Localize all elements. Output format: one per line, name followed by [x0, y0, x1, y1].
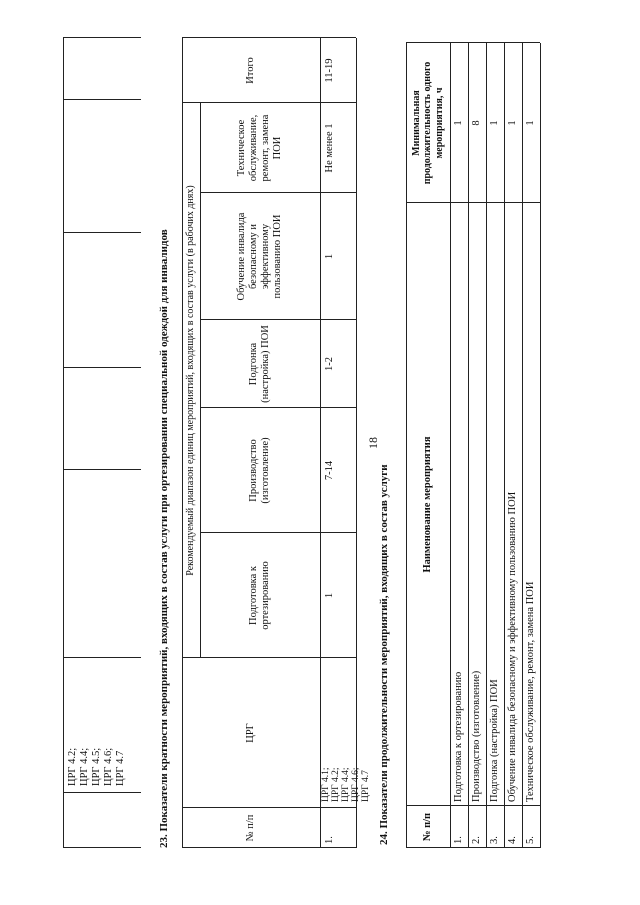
- page-number: 18: [366, 437, 380, 449]
- section24-table: [406, 43, 540, 848]
- row-duration: 1: [452, 120, 464, 126]
- cpg-item: ЦРГ 4.4;: [79, 747, 91, 786]
- value-production: 7-14: [324, 460, 335, 481]
- cpg-item: ЦРГ 4.2;: [330, 767, 341, 802]
- header-cpg: ЦРГ: [244, 723, 256, 743]
- row-duration: 1: [524, 120, 536, 126]
- cpg-item: ЦРГ 4.1;: [321, 767, 331, 802]
- row-name: Подготовка к ортезированию: [452, 671, 464, 802]
- row-number: 5.: [524, 836, 536, 844]
- section24-title: 24. Показатели продолжительности мероприятий, входящих в состав услуги: [378, 464, 390, 845]
- cpg-item: ЦРГ 4.5;: [91, 747, 103, 786]
- header-duration: Минимальная продолжительность одного мероприятия, ч: [410, 61, 445, 185]
- cpg-item: ЦРГ 4.4;: [340, 767, 351, 802]
- row-name: Подгонка (настройка) ПОИ: [488, 679, 500, 802]
- row-number: 2.: [470, 836, 482, 844]
- row-number: 1.: [452, 836, 464, 844]
- cpg-item: ЦРГ 4.6;: [103, 747, 115, 786]
- continuation-cpg-list: [63, 658, 141, 790]
- row-name: Техническое обслуживание, ремонт, замена ПОИ: [524, 581, 536, 802]
- cpg-item: ЦРГ 4.2;: [67, 747, 78, 786]
- row-cpg-list: [320, 658, 371, 806]
- cpg-item: ЦРГ 4.7: [115, 750, 127, 786]
- header-total: Итого: [244, 57, 256, 84]
- header-name: Наименование мероприятия: [421, 436, 433, 573]
- header-number: № п/п: [421, 812, 433, 842]
- header-training: Обучение инвалида безопасному и эффективному пользованию ПОИ: [235, 212, 284, 301]
- section23-table: [182, 38, 371, 848]
- continuation-table: [63, 38, 141, 848]
- row-number: 1.: [324, 836, 335, 844]
- section23-title: 23. Показатели кратности мероприятий, входящих в состав услуги при ортезировании специальной одеждой для инвалидов: [158, 229, 170, 848]
- header-group: Рекомендуемый диапазон единиц мероприятий, входящих в состав услуги (в рабочих днях): [185, 185, 197, 576]
- row-duration: 1: [506, 120, 518, 126]
- header-production: Производство (изготовление): [247, 437, 271, 504]
- value-preparation: 1: [324, 592, 335, 599]
- value-total: 11-19: [324, 58, 335, 83]
- header-number: № п/п: [244, 814, 256, 842]
- value-fitting: 1-2: [324, 357, 335, 371]
- header-preparation: Подготовка к ортезированию: [247, 561, 271, 630]
- row-name: Производство (изготовление): [470, 670, 482, 802]
- cpg-item: ЦРГ 4.6;: [350, 767, 361, 802]
- row-duration: 8: [470, 120, 482, 126]
- value-training: 1: [324, 253, 335, 260]
- row-number: 4.: [506, 836, 518, 844]
- cpg-item: ЦРГ 4.7: [360, 770, 371, 802]
- row-duration: 1: [488, 120, 500, 126]
- row-name: Обучение инвалида безопасному и эффективному пользованию ПОИ: [506, 491, 518, 802]
- header-maintenance: Техническое обслуживание, ремонт, замена ПОИ: [235, 114, 284, 182]
- value-maintenance: Не менее 1: [324, 123, 335, 173]
- header-fitting: Подгонка (настройка) ПОИ: [247, 325, 271, 403]
- row-number: 3.: [488, 836, 500, 844]
